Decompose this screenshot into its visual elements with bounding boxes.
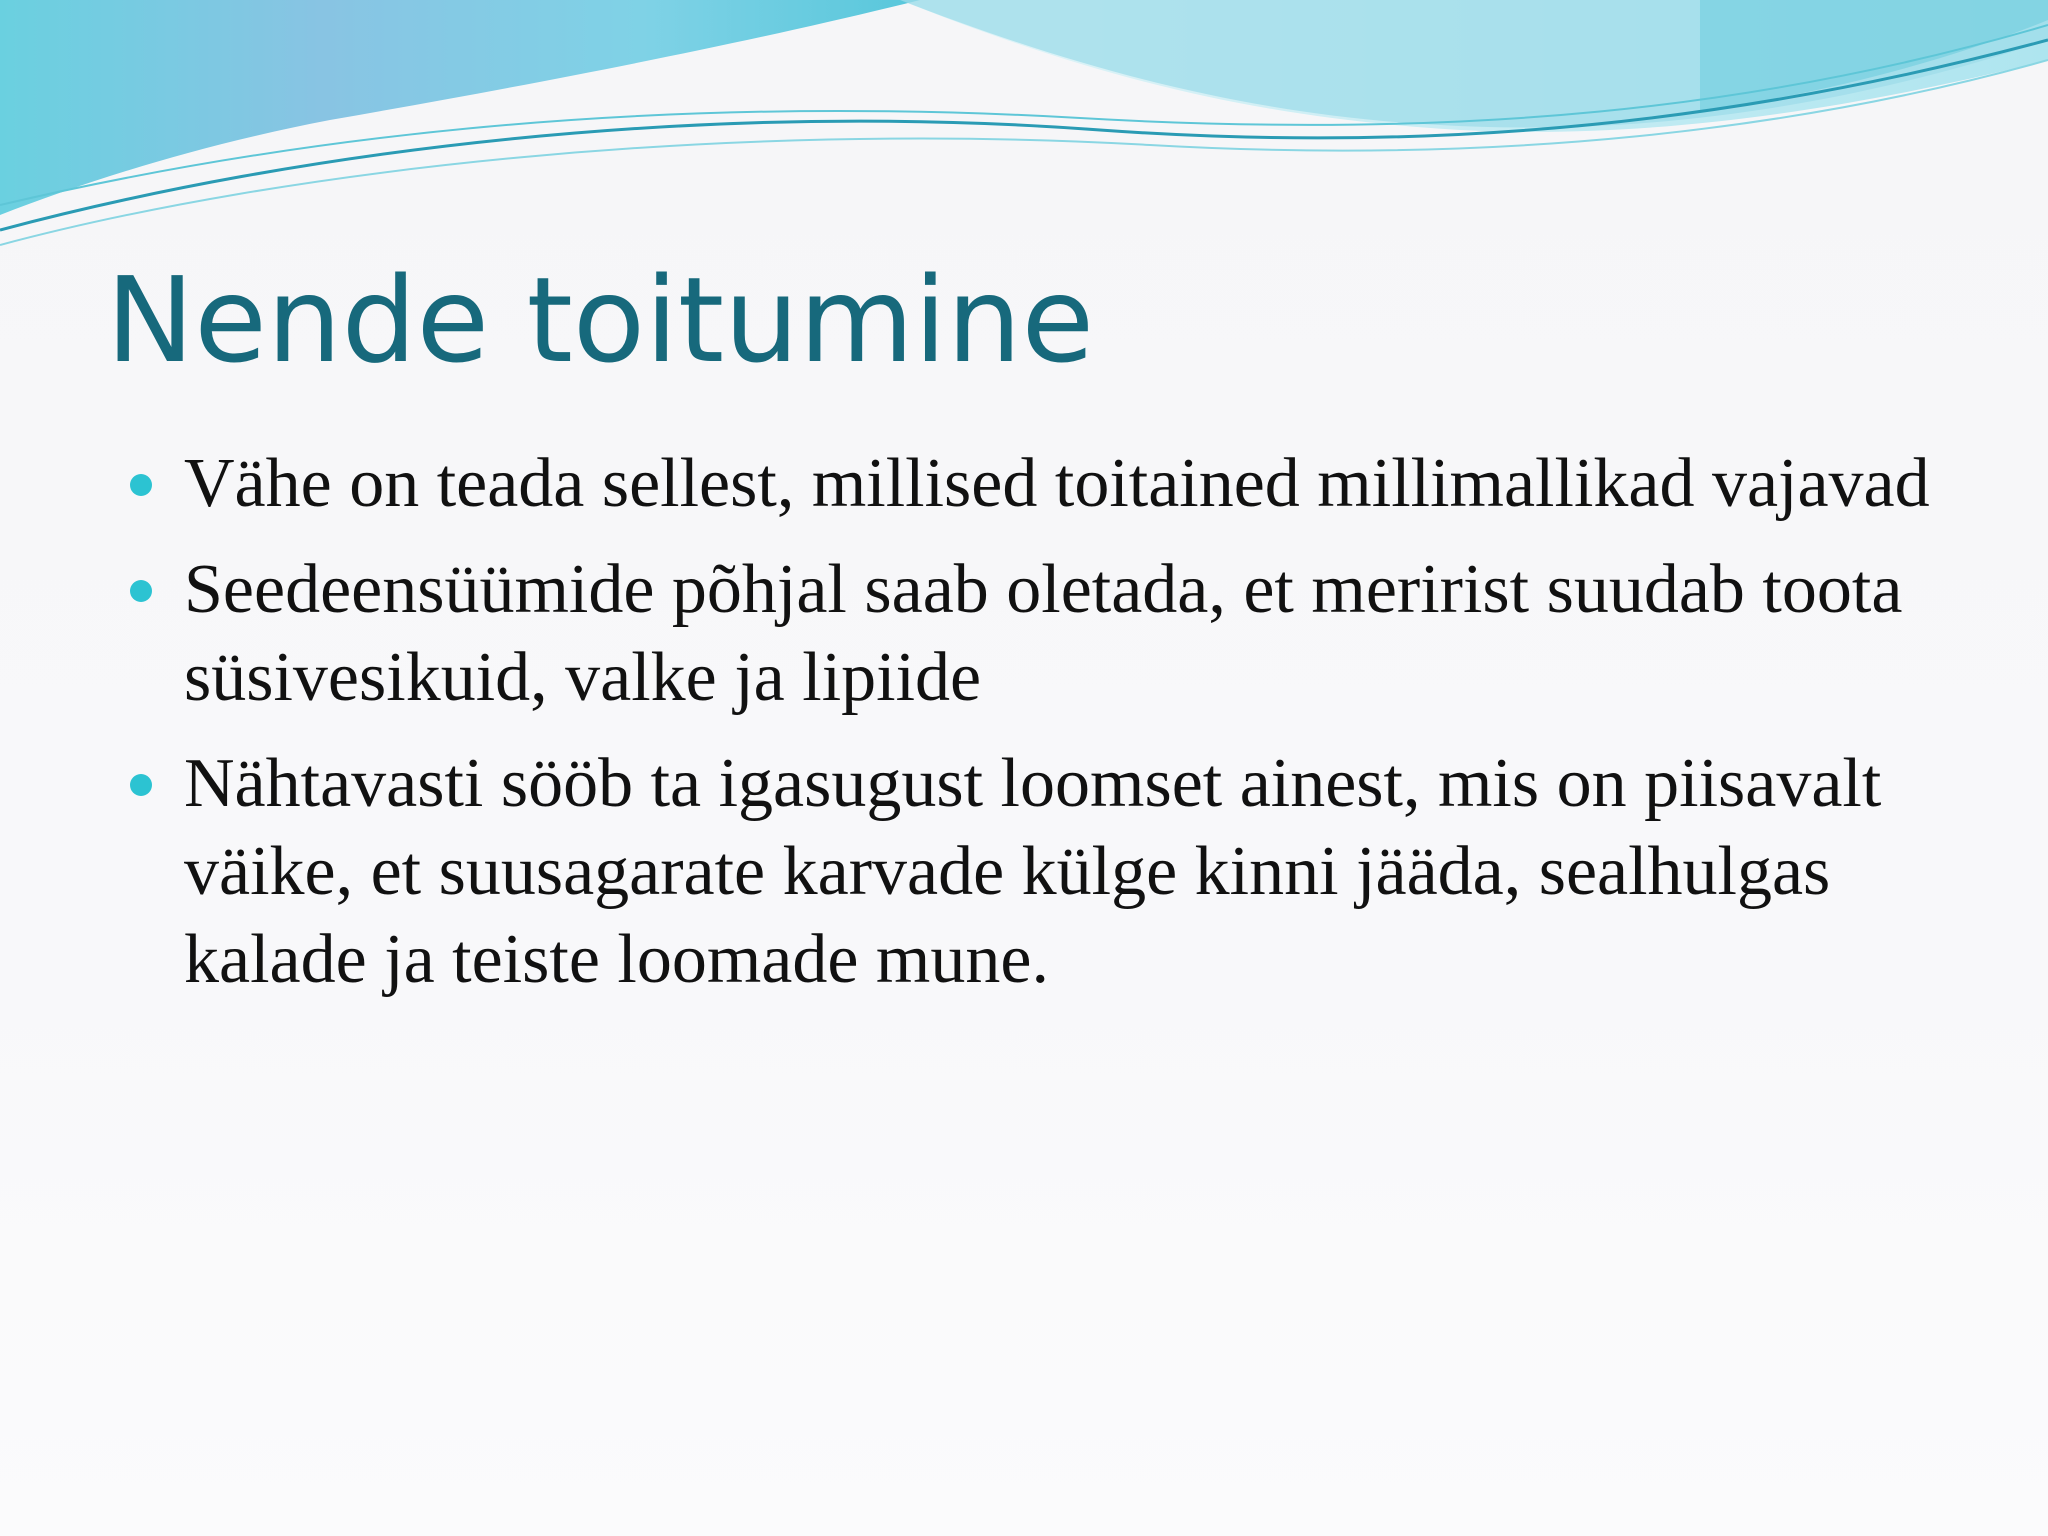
slide-title: Nende toitumine: [106, 251, 1095, 389]
bullet-item: [120, 440, 1980, 528]
header-wave-decoration: [0, 0, 2048, 260]
bullet-dot-icon: [130, 774, 152, 796]
bullet-text: Nähtavasti sööb ta igasugust loomset ainest, mis on piisavalt väike, et suusagarate karvade külge kinni jääda, sealhulgas kalade ja teiste loomade mune.: [184, 745, 1882, 998]
bullet-item: [120, 740, 1980, 1004]
bullet-dot-icon: [130, 474, 152, 496]
bullet-dot-icon: [130, 580, 152, 602]
bullet-text: Seedeensüümide põhjal saab oletada, et meririst suudab toota süsivesikuid, valke ja lipiide: [184, 551, 1903, 716]
bullet-item: [120, 546, 1980, 722]
bullet-list: [120, 440, 1980, 1022]
bullet-text: Vähe on teada sellest, millised toitained millimallikad vajavad: [184, 445, 1930, 522]
